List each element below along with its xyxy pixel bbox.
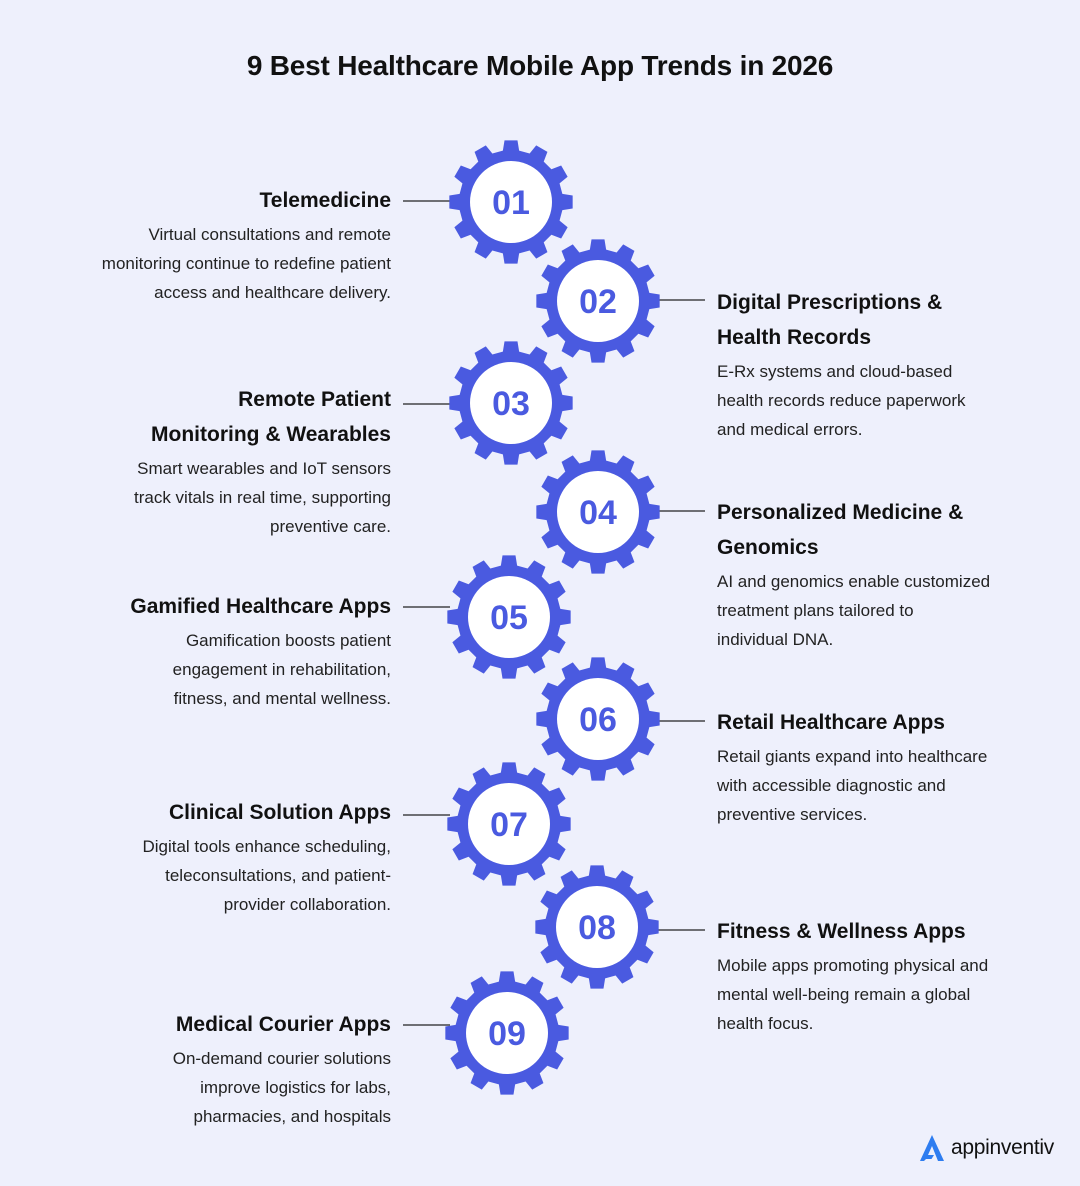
gear-07	[447, 762, 570, 885]
trend-description	[130, 626, 391, 713]
gear-number: 09	[488, 1015, 526, 1053]
trend-title	[102, 183, 391, 218]
trend-description-line: individual DNA.	[717, 630, 834, 649]
trend-description-line: Gamification boosts patient	[185, 631, 391, 650]
gear-number: 06	[579, 701, 617, 739]
trend-title-line: Telemedicine	[259, 189, 391, 212]
trend-title-line: Retail Healthcare Apps	[717, 711, 945, 734]
trend-description	[717, 951, 988, 1038]
trend-description-line: Virtual consultations and remote	[148, 225, 391, 244]
trend-description-line: with accessible diagnostic and	[717, 776, 946, 795]
appinventiv-logo-icon	[917, 1133, 947, 1163]
trend-title	[134, 382, 391, 452]
trend-description-line: provider collaboration.	[223, 895, 391, 914]
trend-description-line: health focus.	[717, 1014, 814, 1033]
gear-number: 05	[490, 599, 528, 637]
trend-description-line: access and healthcare delivery.	[154, 283, 391, 302]
trend-description-line: track vitals in real time, supporting	[134, 488, 391, 507]
gear-04	[536, 450, 659, 573]
trend-title-line: Monitoring & Wearables	[151, 423, 391, 446]
gear-05	[447, 555, 570, 678]
trend-title	[717, 495, 990, 565]
trend-title-line: Remote Patient	[238, 388, 391, 411]
trend-description-line: preventive services.	[717, 805, 868, 824]
brand-name: appinventiv	[951, 1136, 1054, 1159]
trend-description	[717, 357, 966, 444]
gear-02	[536, 239, 659, 362]
trend-description-line: improve logistics for labs,	[200, 1078, 391, 1097]
trend-title-line: Gamified Healthcare Apps	[130, 595, 391, 618]
trend-title	[717, 705, 987, 740]
trend-description-line: preventive care.	[270, 517, 391, 536]
trend-title	[717, 285, 966, 355]
trend-item-03	[134, 382, 391, 541]
trend-title-line: Fitness & Wellness Apps	[717, 920, 966, 943]
trend-title	[142, 795, 391, 830]
gear-number: 01	[492, 184, 530, 222]
trend-title-line: Clinical Solution Apps	[168, 801, 391, 824]
trend-description-line: E-Rx systems and cloud-based	[717, 362, 953, 381]
gear-09	[445, 971, 568, 1094]
trend-title	[130, 589, 391, 624]
trend-item-05	[130, 589, 391, 713]
gear-number: 07	[490, 806, 528, 844]
trend-title	[717, 914, 988, 949]
trend-item-04	[717, 495, 990, 654]
trend-description-line: Digital tools enhance scheduling,	[142, 837, 391, 856]
gear-number: 02	[579, 283, 617, 321]
trend-description	[142, 832, 391, 919]
trend-description	[717, 567, 990, 654]
trend-title-line: Medical Courier Apps	[175, 1013, 391, 1036]
trend-item-01	[102, 183, 391, 307]
trend-description-line: mental well-being remain a global	[717, 985, 971, 1004]
gear-number: 03	[492, 385, 530, 423]
trend-description-line: AI and genomics enable customized	[717, 572, 991, 591]
trend-description-line: health records reduce paperwork	[717, 391, 966, 410]
trend-description-line: and medical errors.	[717, 420, 863, 439]
trend-description-line: teleconsultations, and patient-	[165, 866, 391, 885]
trend-description	[134, 454, 391, 541]
trend-title-line: Genomics	[717, 536, 819, 559]
trend-description-line: Retail giants expand into healthcare	[717, 747, 988, 766]
brand-logo	[917, 1132, 1054, 1164]
trend-description	[717, 742, 987, 829]
trend-description-line: pharmacies, and hospitals	[193, 1107, 391, 1126]
gear-01	[449, 140, 572, 263]
gear-number: 08	[578, 909, 616, 947]
trend-description-line: fitness, and mental wellness.	[173, 689, 391, 708]
trend-description	[102, 220, 391, 307]
trend-description	[173, 1044, 391, 1131]
trend-item-08	[717, 914, 988, 1038]
gear-number: 04	[579, 494, 617, 532]
gear-06	[536, 657, 659, 780]
trend-description-line: Mobile apps promoting physical and	[717, 956, 989, 975]
page-title: 9 Best Healthcare Mobile App Trends in 2026	[246, 50, 834, 81]
trend-description-line: monitoring continue to redefine patient	[101, 254, 391, 273]
gear-08	[535, 865, 658, 988]
trend-description-line: Smart wearables and IoT sensors	[137, 459, 391, 478]
trend-description-line: On-demand courier solutions	[172, 1049, 391, 1068]
trend-item-02	[717, 285, 966, 444]
trend-item-07	[142, 795, 391, 919]
trend-title-line: Health Records	[717, 326, 872, 349]
trend-title-line: Digital Prescriptions &	[717, 291, 943, 314]
trend-description-line: engagement in rehabilitation,	[172, 660, 391, 679]
gear-03	[449, 341, 572, 464]
trend-title-line: Personalized Medicine &	[717, 501, 964, 524]
trend-item-09	[173, 1007, 391, 1131]
trend-description-line: treatment plans tailored to	[717, 601, 914, 620]
trend-item-06	[717, 705, 987, 829]
trend-title	[173, 1007, 391, 1042]
